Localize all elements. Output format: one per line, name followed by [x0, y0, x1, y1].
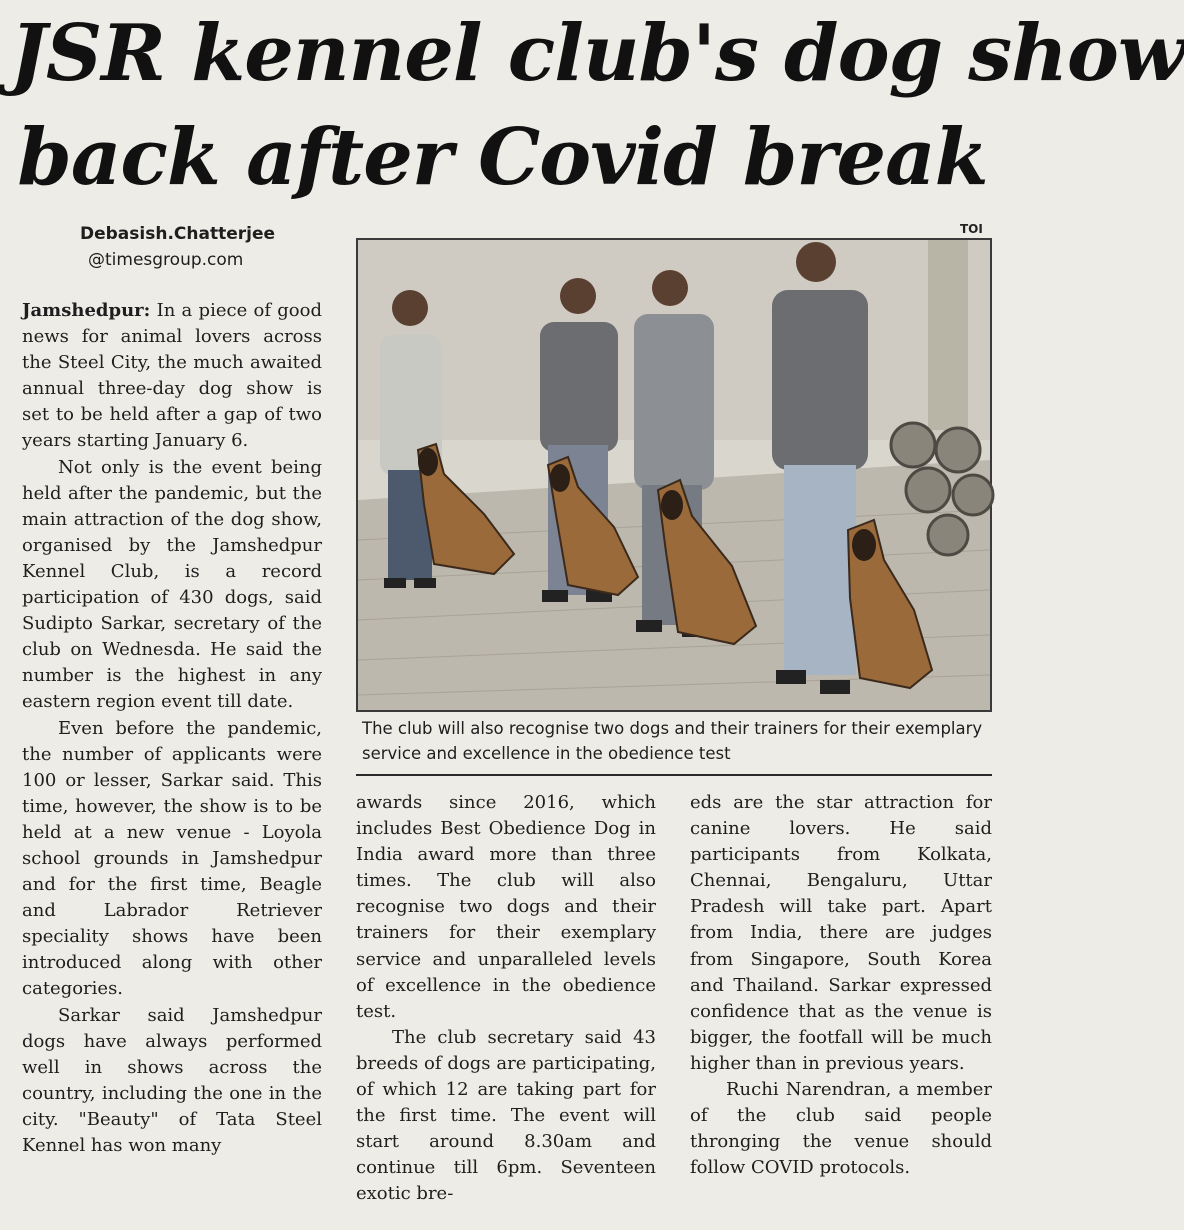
caption-divider	[356, 774, 992, 776]
headline-line-2: back after Covid break	[17, 112, 988, 203]
byline-name: Debasish.Chatterjee	[80, 224, 276, 244]
photo-caption: The club will also recognise two dogs and their trainers for their exemplary service and excellence in the obedience test	[362, 719, 983, 763]
paragraph	[22, 298, 322, 455]
article-column-1	[22, 298, 322, 1159]
paragraph: Ruchi Narendran, a member of the club said people thronging the venue should follow COVID protocols.	[690, 1079, 992, 1179]
paragraph: eds are the star attraction for canine lovers. He said participants from Kolkata, Chennai, Bengaluru, Uttar Pradesh will take part. Apart from India, there are judges from Singapore, South Korea and Thailand. Sarkar expressed confidence that as the venue is bigger, the footfall will be much higher than in previous years.	[690, 792, 992, 1074]
headline-line-1: JSR kennel club's dog show	[10, 8, 1184, 99]
paragraph: Not only is the event being held after the pandemic, but the main attraction of the dog show, organised by the Jamshedpur Kennel Club, is a record participation of 430 dogs, said Sudipto Sarkar, secretary of the club on Wednesda. He said the number is the highest in any eastern region event till date.	[22, 456, 322, 713]
headline	[10, 2, 1184, 210]
paragraph: Sarkar said Jamshedpur dogs have always performed well in shows across the country, including the one in the city. "Beauty" of Tata Steel Kennel has won many	[22, 1004, 322, 1156]
paragraph-text: In a piece of good news for animal lovers across the Steel City, the much awaited annual three-day dog show is set to be held after a gap of two years starting January 6.	[22, 300, 322, 452]
paragraph: Even before the pandemic, the number of applicants were 100 or lesser, Sarkar said. This time, however, the show is to be held at a new venue - Loyola school grounds in Jamshedpur and for the first time, Beagle and Labrador Retriever speciality shows have been introduced along with other categories.	[22, 717, 322, 1000]
article-column-2	[356, 790, 656, 1208]
paragraph: The club secretary said 43 breeds of dogs are participating, of which 12 are taking part for the first time. The event will start around 8.30am and continue till 6pm. Seventeen exotic bre-	[356, 1026, 656, 1205]
paragraph: awards since 2016, which includes Best Obedience Dog in India award more than three times. The club will also recognise two dogs and their trainers for their exemplary service and unparalleled levels of excellence in the obedience test.	[356, 792, 656, 1022]
dateline: Jamshedpur:	[22, 300, 151, 321]
article-column-3	[690, 790, 992, 1181]
byline-email: @timesgroup.com	[88, 250, 244, 270]
photo-credit: TOI	[960, 222, 983, 236]
article-photo	[356, 238, 992, 712]
